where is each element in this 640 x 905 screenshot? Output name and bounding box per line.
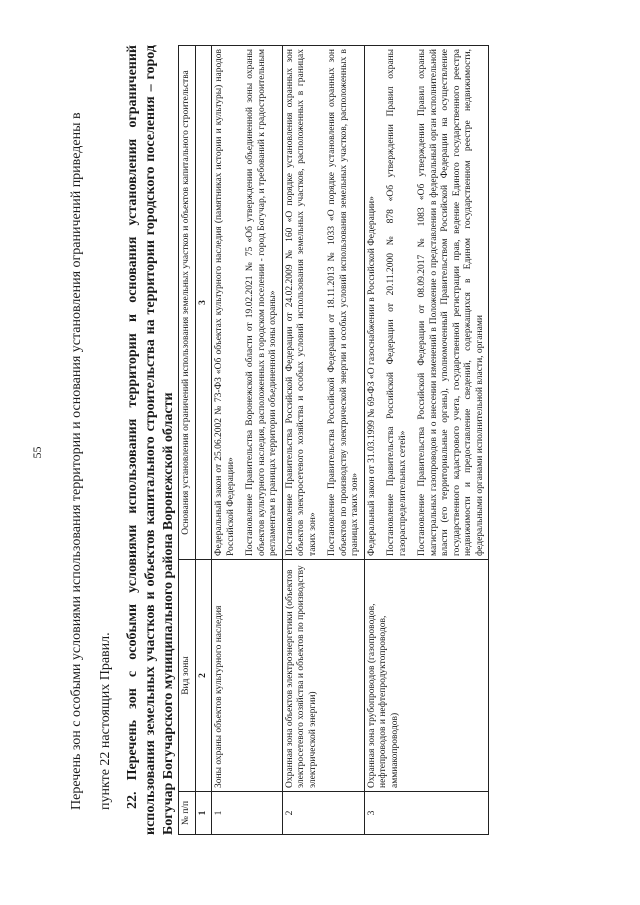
header-zone: Вид зоны — [179, 560, 196, 792]
section-title: Перечень зон с особыми условиями использования территории и основания установления ограничений использования земельных участков и объектов капитального строительства на территории городского поселения – город Богучар Богучарского муниципального района Воронежской области — [125, 45, 176, 835]
table-header-row — [179, 46, 196, 835]
zone-name: Охранная зона объектов электроэнергетики (объектов электросетевого хозяйства и объектов по производству электрической энергии) — [282, 560, 364, 792]
table-row — [364, 46, 489, 835]
table-row — [212, 46, 283, 835]
column-index-row — [195, 46, 212, 835]
col-index-1: 1 — [195, 792, 212, 835]
basis-paragraph: Федеральный закон от 25.06.2002 № 73-ФЗ «Об объектах культурного наследия (памятниках истории и культуры) народов Российской Федерации» — [214, 49, 236, 556]
section-heading — [124, 45, 178, 835]
basis-cell — [364, 46, 489, 560]
basis-paragraph: Постановление Правительства Российской Федерации от 18.11.2013 № 1033 «О порядке установления охранных зон объектов по производству электрической энергии и особых условий использования земельных участков, расположенных в границах таких зон» — [327, 49, 360, 556]
table-row — [282, 46, 364, 835]
row-number: 2 — [282, 792, 364, 835]
col-index-3: 3 — [195, 46, 212, 560]
basis-paragraph: Постановление Правительства Воронежской области от 19.02.2021 № 75 «Об утверждении объединенной зоны охраны объектов культурного наследия, расположенных в городском поселении - город Богучар, и требований к градостроительным регламентам в границах территории объединенной зоны охраны» — [245, 49, 278, 556]
zones-table — [178, 45, 489, 835]
intro-line-2: пункте 22 настоящих Правил. — [98, 632, 113, 810]
page-number: 55 — [30, 446, 44, 459]
section-number: 22. — [125, 791, 140, 809]
basis-cell — [282, 46, 364, 560]
zone-name: Охранная зона трубопроводов (газопроводов, нефтепроводов и нефтепродуктопроводов, аммиакопроводов) — [364, 560, 489, 792]
zone-name: Зоны охраны объектов культурного наследия — [212, 560, 283, 792]
intro-paragraph — [62, 40, 120, 810]
basis-paragraph: Федеральный закон от 31.03.1999 № 69-ФЗ «О газоснабжении в Российской Федерации» — [366, 196, 377, 556]
basis-paragraph: Постановление Правительства Российской Федерации от 20.11.2000 № 878 «Об утверждении Правил охраны газораспределительных сетей» — [386, 49, 408, 556]
col-index-2: 2 — [195, 560, 212, 792]
header-basis: Основания установления ограничений использования земельных участков и объектов капитального строительства — [179, 46, 196, 560]
basis-paragraph: Постановление Правительства Российской Федерации от 24.02.2009 № 160 «О порядке установления охранных зон объектов электросетевого хозяйства и особых условий использования земельных участков, расположенных в границах таких зон» — [284, 49, 318, 556]
basis-cell — [212, 46, 283, 560]
row-number: 3 — [364, 792, 489, 835]
row-number: 1 — [212, 792, 283, 835]
basis-paragraph: Постановление Правительства Российской Федерации от 08.09.2017 № 1083 «Об утверждении Правил охраны магистральных газопроводов и о внесении изменений в Положение о представлении в федеральный орган исполнительной власти (его территориальные органы), уполномоченный Правительством Российской Федерации на осуществление государственного кадастрового учета, государственной регистрации прав, ведение Единого государственного реестра недвижимости и предоставление сведений, содержащихся в Едином государственном реестре недвижимости, федеральными органами исполнительной власти, органами — [417, 49, 485, 556]
header-num: № п/п — [179, 792, 196, 835]
intro-line-1: Перечень зон с особыми условиями использования территории и основания установления ограничений приведены в — [69, 112, 84, 810]
